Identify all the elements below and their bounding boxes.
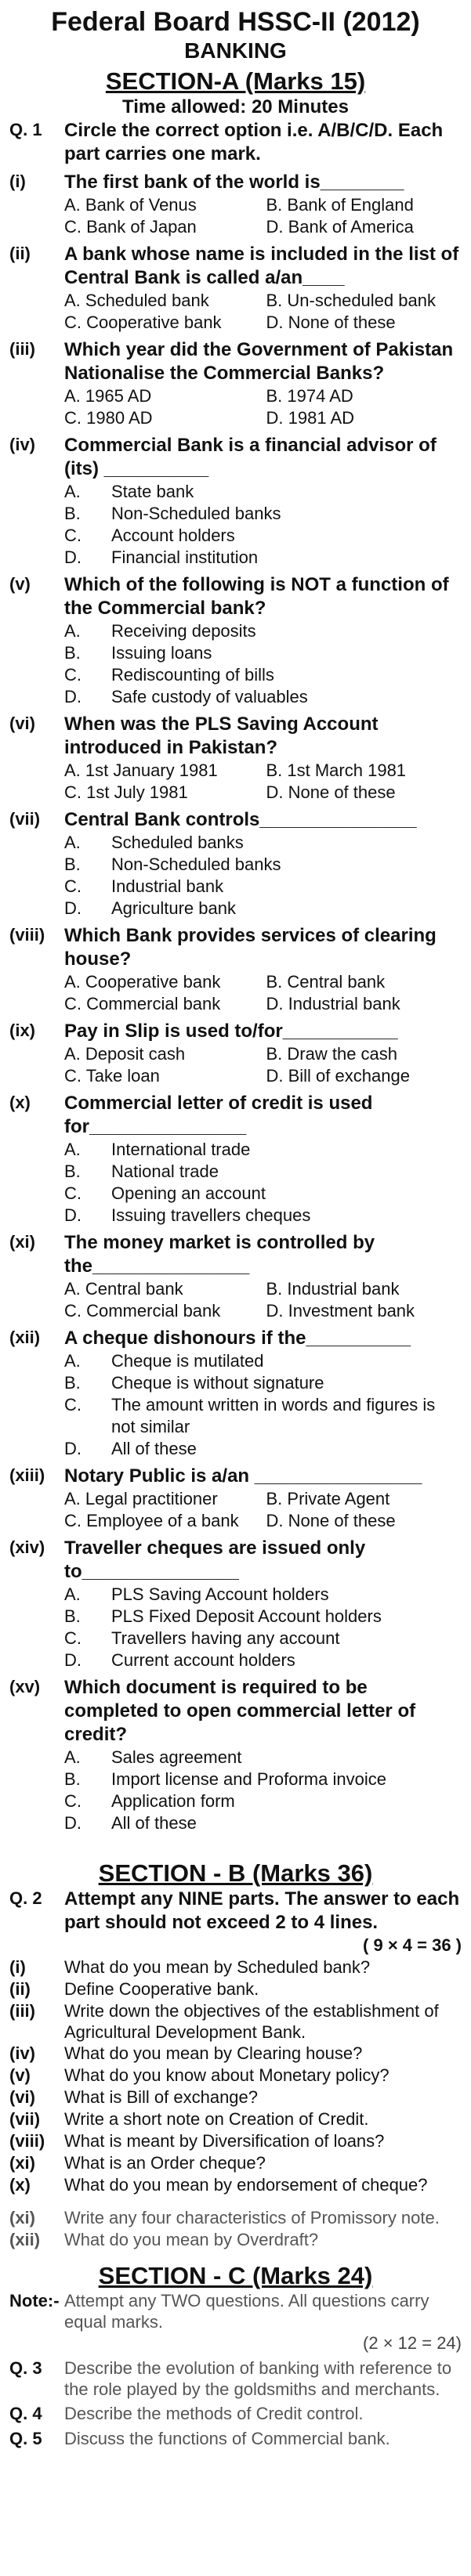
question-number: (v) [9,574,31,594]
long-question [9,2403,462,2425]
option: C. Cooperative bank [64,313,222,332]
option-letter: D. [64,547,82,567]
option: A. Scheduled bank [64,291,209,310]
option-text: State bank [111,482,194,501]
section-c-note [9,2290,462,2354]
question-body [64,171,462,238]
option: C. Commercial bank [64,1301,221,1321]
options [64,1488,462,1532]
question-2 [9,1888,462,1956]
option: B. Industrial bank [266,1279,400,1299]
mcq-item [9,1676,462,1834]
option-letter: C. [64,1395,82,1414]
question-number: (iv) [9,435,35,454]
question-text: Notary Public is a/an ________________ [64,1465,422,1487]
question-number: (vii) [9,809,41,829]
option-text: Rediscounting of bills [111,665,274,685]
question-text: Commercial letter of credit is used for_______________ [64,1093,373,1137]
options [64,1747,462,1834]
option: B. 1974 AD [266,386,353,406]
option [64,1372,462,1394]
option [64,503,462,525]
question-body [64,1020,462,1087]
option [64,1161,462,1183]
option-text: Opening an account [111,1183,266,1203]
question-number: (i) [9,172,26,191]
option [64,481,462,503]
part-number: (xi) [9,2208,35,2227]
option [64,832,462,854]
options [64,1139,462,1227]
option [64,1606,462,1628]
section-c-questions [0,2357,471,2450]
option [64,620,462,642]
question-text: A cheque dishonours if the__________ [64,1328,411,1349]
option-letter: C. [64,526,82,545]
short-question [9,2000,462,2043]
option-letter: D. [64,1205,82,1225]
question-text: A bank whose name is included in the list of Central Bank is called a/an____ [64,244,459,288]
question-number: (xii) [9,1328,41,1347]
part-number: (iii) [9,2001,35,2021]
option-text: Cheque is mutilated [111,1351,264,1371]
option-letter: B. [64,1373,81,1393]
option-letter: A. [64,1584,81,1604]
part-number: (xi) [9,2153,35,2173]
option [64,854,462,876]
option-letter: A. [64,621,81,641]
option: D. None of these [266,313,396,332]
option: A. Deposit cash [64,1044,186,1064]
question-number: Q. 1 [9,120,42,139]
question-number: Q. 3 [9,2358,42,2378]
option-letter: B. [64,1162,81,1181]
options [64,971,462,1015]
option-text: Non-Scheduled banks [111,504,281,523]
option: C. Employee of a bank [64,1511,239,1530]
option-text: Agriculture bank [111,898,236,918]
mcq-item [9,1231,462,1322]
question-number: (x) [9,1093,31,1112]
option: B. Un-scheduled bank [266,291,436,310]
option: D. None of these [266,1511,396,1530]
short-question [9,2130,462,2152]
mcq-item [9,171,462,238]
option-letter: D. [64,1813,82,1833]
part-text: What do you mean by Overdraft? [64,2230,319,2249]
options [64,760,462,804]
option-letter: A. [64,1747,81,1767]
option-text: Scheduled banks [111,833,244,852]
question-text: Discuss the functions of Commercial bank. [64,2429,390,2448]
option-letter: A. [64,482,81,501]
option-letter: A. [64,833,81,852]
options [64,1278,462,1322]
question-text: Which document is required to be completed to open commercial letter of credit? [64,1677,416,1745]
mcq-item [9,1537,462,1671]
option [64,642,462,664]
short-question [9,2174,462,2196]
question-text: Pay in Slip is used to/for___________ [64,1021,398,1042]
option: D. 1981 AD [266,408,355,428]
option [64,686,462,708]
question-number: (xi) [9,1232,35,1252]
mcq-list [0,171,471,1834]
question-number: (vi) [9,714,35,733]
option: B. Bank of England [266,195,414,215]
option [64,876,462,898]
option-letter: D. [64,1439,82,1458]
option [64,525,462,547]
part-text: What is Bill of exchange? [64,2087,259,2107]
mcq-item [9,1020,462,1087]
part-text: Define Cooperative bank. [64,1979,259,1999]
question-body [64,924,462,1015]
question-body [64,808,462,919]
question-number: (iii) [9,339,35,359]
option [64,1769,462,1790]
option: D. None of these [266,782,396,802]
part-text: What do you mean by Clearing house? [64,2043,363,2063]
part-number: (vi) [9,2087,35,2107]
question-number: Q. 5 [9,2429,42,2448]
part-text: What is meant by Diversification of loans? [64,2131,385,2151]
marks-breakdown: (2 × 12 = 24) [363,2333,462,2353]
question-text: Traveller cheques are issued only to_______________ [64,1537,366,1582]
option-text: All of these [111,1439,197,1458]
part-text: What do you mean by endorsement of cheque? [64,2175,428,2195]
option-letter: D. [64,1650,82,1670]
option: A. Central bank [64,1279,183,1299]
part-number: (viii) [9,2131,45,2151]
option [64,1584,462,1606]
question-body [64,1231,462,1322]
question-text: Describe the methods of Credit control. [64,2404,364,2423]
mcq-item [9,1465,462,1532]
subject-title: BANKING [184,38,287,63]
time-allowed: Time allowed: 20 Minutes [122,96,349,117]
options [64,481,462,569]
option-letter: A. [64,1140,81,1159]
short-question [9,2207,462,2229]
section-b-parts [0,1956,471,2251]
mcq-item [9,713,462,804]
mcq-item [9,924,462,1015]
option [64,1747,462,1769]
option [64,1790,462,1812]
part-text: What is an Order cheque? [64,2153,266,2173]
option: B. Private Agent [266,1489,390,1508]
note-text: Attempt any TWO questions. All questions carry equal marks. [64,2291,429,2332]
option-letter: C. [64,876,82,896]
option-letter: B. [64,643,81,663]
question-text: Which year did the Government of Pakistan Nationalise the Commercial Banks? [64,339,454,384]
option-letter: C. [64,665,82,685]
option [64,898,462,919]
option [64,1139,462,1161]
part-number: (v) [9,2065,31,2085]
option: A. Cooperative bank [64,972,221,992]
option [64,1812,462,1834]
part-text: What do you know about Monetary policy? [64,2065,389,2085]
options [64,1584,462,1671]
question-text: Which of the following is NOT a function of the Commercial bank? [64,574,449,619]
option-text: Safe custody of valuables [111,687,308,706]
question-body [64,1465,462,1532]
option-text: Issuing travellers cheques [111,1205,311,1225]
question-body [64,1676,462,1834]
question-text: When was the PLS Saving Account introduced in Pakistan? [64,714,379,758]
question-body [64,243,462,334]
option: A. Legal practitioner [64,1489,218,1508]
option: B. 1st March 1981 [266,761,407,780]
option: C. 1980 AD [64,408,153,428]
option: B. Draw the cash [266,1044,398,1064]
option-letter: B. [64,1606,81,1626]
option: D. Bank of America [266,217,414,237]
short-question [9,2043,462,2065]
option-text: National trade [111,1162,219,1181]
options [64,832,462,919]
option [64,1649,462,1671]
option-letter: B. [64,504,81,523]
option [64,664,462,686]
mcq-item [9,434,462,569]
option-text: PLS Fixed Deposit Account holders [111,1606,382,1626]
mcq-item [9,808,462,919]
option: B. Central bank [266,972,386,992]
question-number: (ii) [9,244,31,263]
option-text: PLS Saving Account holders [111,1584,329,1604]
question-1 [9,119,462,166]
short-question [9,2152,462,2174]
option-text: Account holders [111,526,235,545]
question-number: (xv) [9,1677,41,1696]
option [64,547,462,569]
option-letter: D. [64,898,82,918]
question-number: Q. 4 [9,2404,42,2423]
question-body [64,573,462,708]
question-instruction: Circle the correct option i.e. A/B/C/D. Each part carries one mark. [64,120,444,164]
section-a-title: SECTION-A (Marks 15) [105,67,366,95]
part-text: What do you mean by Scheduled bank? [64,1957,371,1977]
part-text: Write a short note on Creation of Credit. [64,2109,369,2129]
short-question [9,1956,462,1978]
option-letter: B. [64,1769,81,1789]
option-text: Sales agreement [111,1747,242,1767]
mcq-item [9,1327,462,1460]
paper-title: Federal Board HSSC-II (2012) [51,7,420,37]
option: A. 1st January 1981 [64,761,218,780]
option-text: Non-Scheduled banks [111,854,281,874]
option: A. Bank of Venus [64,195,197,215]
short-question [9,2086,462,2108]
question-text: Commercial Bank is a financial advisor of (its) __________ [64,435,437,479]
options [64,620,462,708]
option: D. Bill of exchange [266,1066,410,1086]
option-text: International trade [111,1140,251,1159]
mcq-item [9,1092,462,1227]
option [64,1183,462,1205]
option-text: The amount written in words and figures is not similar [111,1395,436,1436]
question-number: (xiv) [9,1537,45,1557]
option-letter: A. [64,1351,81,1371]
option: C. Commercial bank [64,994,221,1013]
short-question [9,2065,462,2086]
option: C. Bank of Japan [64,217,197,237]
long-question [9,2357,462,2400]
question-body [64,434,462,569]
part-number: (xii) [9,2230,41,2249]
option-text: Industrial bank [111,876,224,896]
option-text: Receiving deposits [111,621,256,641]
marks-breakdown: ( 9 × 4 = 36 ) [363,1935,462,1955]
option: D. Industrial bank [266,994,400,1013]
part-text: Write any four characteristics of Promissory note. [64,2208,440,2227]
part-number: (x) [9,2175,31,2195]
option [64,1350,462,1372]
short-question [9,2108,462,2130]
mcq-item [9,338,462,429]
question-body [64,1092,462,1227]
question-number: (xiii) [9,1465,45,1485]
options [64,1350,462,1460]
question-text: Central Bank controls_______________ [64,809,417,830]
section-b-title: SECTION - B (Marks 36) [98,1859,373,1887]
options [64,1043,462,1087]
option [64,1628,462,1649]
short-question [9,2229,462,2251]
option-text: Import license and Proforma invoice [111,1769,386,1789]
option-text: Cheque is without signature [111,1373,324,1393]
option-letter: B. [64,854,81,874]
option-text: Current account holders [111,1650,295,1670]
question-text: Which Bank provides services of clearing house? [64,925,437,970]
option [64,1205,462,1227]
option [64,1394,462,1438]
mcq-item [9,573,462,708]
note-label: Note:- [9,2291,60,2310]
part-number: (ii) [9,1979,31,1999]
question-body [64,338,462,429]
option-text: Issuing loans [111,643,212,663]
option-letter: C. [64,1628,82,1648]
part-number: (vii) [9,2109,41,2129]
option: C. 1st July 1981 [64,782,188,802]
option-text: All of these [111,1813,197,1833]
question-instruction: Attempt any NINE parts. The answer to each part should not exceed 2 to 4 lines. [64,1888,460,1933]
question-number: Q. 2 [9,1888,42,1908]
part-number: (iv) [9,2043,35,2063]
short-question [9,1978,462,2000]
question-text: The first bank of the world is________ [64,172,404,193]
part-number: (i) [9,1957,26,1977]
question-body [64,713,462,804]
long-question [9,2428,462,2450]
option-letter: C. [64,1183,82,1203]
question-body [64,1327,462,1460]
option-text: Application form [111,1791,235,1811]
option-letter: D. [64,687,82,706]
question-text: The money market is controlled by the_______________ [64,1232,375,1277]
options [64,385,462,429]
option: A. 1965 AD [64,386,152,406]
option: D. Investment bank [266,1301,415,1321]
question-text: Describe the evolution of banking with reference to the role played by the goldsmiths and merchants. [64,2358,452,2399]
options [64,290,462,334]
option-text: Financial institution [111,547,259,567]
option [64,1438,462,1460]
mcq-item [9,243,462,334]
question-number: (viii) [9,925,45,945]
options [64,194,462,238]
question-body [64,1537,462,1671]
option-text: Travellers having any account [111,1628,340,1648]
part-text: Write down the objectives of the establishment of Agricultural Development Bank. [64,2001,439,2042]
question-number: (ix) [9,1021,35,1040]
option-letter: C. [64,1791,82,1811]
section-c-title: SECTION - C (Marks 24) [98,2262,373,2289]
option: C. Take loan [64,1066,160,1086]
